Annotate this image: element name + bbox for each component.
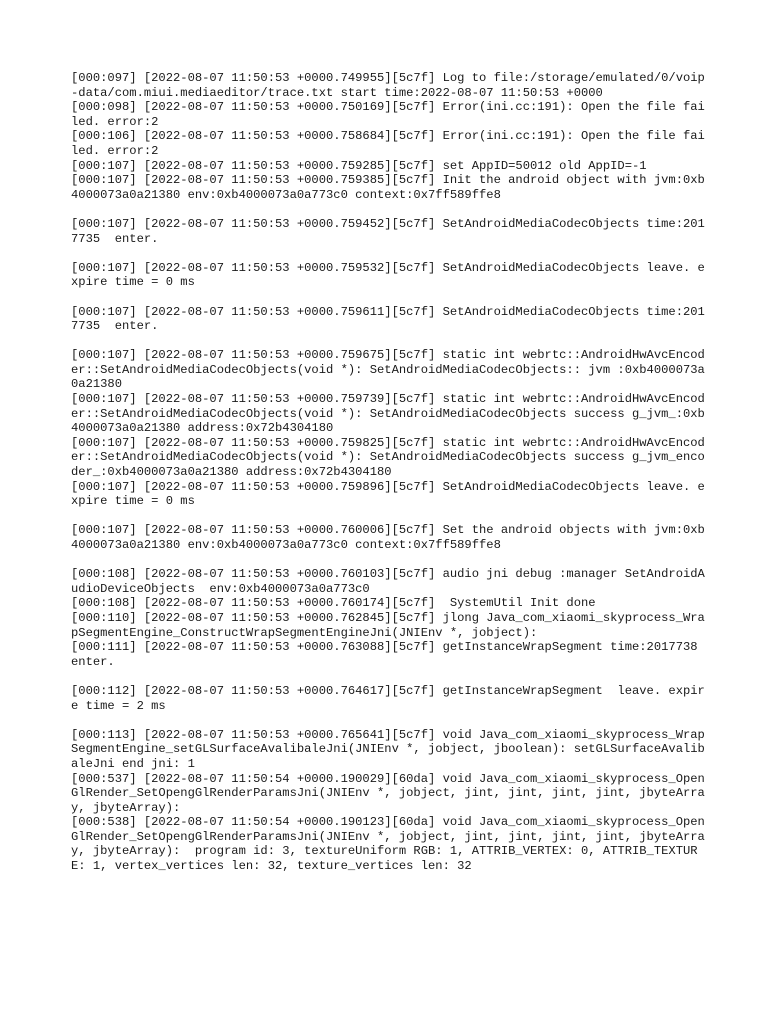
- log-entry: [000:107] [2022-08-07 11:50:53 +0000.759611][5c7f] SetAndroidMediaCodecObjects time:2017735 enter.: [71, 304, 705, 334]
- log-entry: [000:538] [2022-08-07 11:50:54 +0000.190123][60da] void Java_com_xiaomi_skyprocess_OpenGlRender_SetOpengGlRenderParamsJni(JNIEnv *, jobject, jint, jint, jint, jint, jbyteArray, jbyteArray): program id: 3, textureUniform RGB: 1, ATTRIB_VERTEX: 0, ATTRIB_TEXTURE: 1, vertex_vertices len: 32, texture_vertices len: 32: [71, 815, 705, 874]
- log-entry: [000:098] [2022-08-07 11:50:53 +0000.750169][5c7f] Error(ini.cc:191): Open the file failed. error:2: [71, 100, 705, 129]
- log-text-body: [71, 71, 711, 874]
- log-entry: [000:107] [2022-08-07 11:50:53 +0000.759896][5c7f] SetAndroidMediaCodecObjects leave. expire time = 0 ms: [71, 479, 705, 509]
- log-entry: [000:107] [2022-08-07 11:50:53 +0000.759285][5c7f] set AppID=50012 old AppID=-1: [71, 158, 647, 173]
- log-entry: [000:106] [2022-08-07 11:50:53 +0000.758684][5c7f] Error(ini.cc:191): Open the file failed. error:2: [71, 129, 705, 158]
- log-entry: [000:111] [2022-08-07 11:50:53 +0000.763088][5c7f] getInstanceWrapSegment time:2017738 enter.: [71, 640, 713, 669]
- log-entry: [000:537] [2022-08-07 11:50:54 +0000.190029][60da] void Java_com_xiaomi_skyprocess_OpenGlRender_SetOpengGlRenderParamsJni(JNIEnv *, jobject, jint, jint, jint, jint, jbyteArray, jbyteArray):: [71, 771, 705, 815]
- log-entry: [000:107] [2022-08-07 11:50:53 +0000.759452][5c7f] SetAndroidMediaCodecObjects time:2017735 enter.: [71, 216, 705, 246]
- log-entry: [000:107] [2022-08-07 11:50:53 +0000.759739][5c7f] static int webrtc::AndroidHwAvcEncoder::SetAndroidMediaCodecObjects(void *): SetAndroidMediaCodecObjects success g_jvm_:0xb4000073a0a21380 address:0x72b4304180: [71, 392, 705, 436]
- log-entry: [000:108] [2022-08-07 11:50:53 +0000.760174][5c7f] SystemUtil Init done: [71, 596, 596, 611]
- log-entry: [000:112] [2022-08-07 11:50:53 +0000.764617][5c7f] getInstanceWrapSegment leave. expire time = 2 ms: [71, 683, 705, 713]
- log-entry: [000:110] [2022-08-07 11:50:53 +0000.762845][5c7f] jlong Java_com_xiaomi_skyprocess_WrapSegmentEngine_ConstructWrapSegmentEngineJni(JNIEnv *, jobject):: [71, 610, 705, 640]
- log-entry: [000:097] [2022-08-07 11:50:53 +0000.749955][5c7f] Log to file:/storage/emulated/0/voip-data/com.miui.mediaeditor/trace.txt start time:2022-08-07 11:50:53 +0000: [71, 71, 705, 100]
- log-entry: [000:107] [2022-08-07 11:50:53 +0000.759532][5c7f] SetAndroidMediaCodecObjects leave. expire time = 0 ms: [71, 260, 705, 290]
- log-entry: [000:107] [2022-08-07 11:50:53 +0000.759385][5c7f] Init the android object with jvm:0xb4000073a0a21380 env:0xb4000073a0a773c0 context:0x7ff589ffe8: [71, 173, 705, 202]
- log-entry: [000:107] [2022-08-07 11:50:53 +0000.759825][5c7f] static int webrtc::AndroidHwAvcEncoder::SetAndroidMediaCodecObjects(void *): SetAndroidMediaCodecObjects success g_jvm_encoder_:0xb4000073a0a21380 address:0x72b4304180: [71, 435, 705, 480]
- log-entry: [000:107] [2022-08-07 11:50:53 +0000.760006][5c7f] Set the android objects with jvm:0xb4000073a0a21380 env:0xb4000073a0a773c0 context:0x7ff589ffe8: [71, 523, 705, 552]
- log-entry: [000:107] [2022-08-07 11:50:53 +0000.759675][5c7f] static int webrtc::AndroidHwAvcEncoder::SetAndroidMediaCodecObjects(void *): SetAndroidMediaCodecObjects:: jvm :0xb4000073a0a21380: [71, 348, 705, 392]
- log-entry: [000:108] [2022-08-07 11:50:53 +0000.760103][5c7f] audio jni debug :manager SetAndroidAudioDeviceObjects env:0xb4000073a0a773c0: [71, 567, 705, 596]
- log-entry: [000:113] [2022-08-07 11:50:53 +0000.765641][5c7f] void Java_com_xiaomi_skyprocess_WrapSegmentEngine_setGLSurfaceAvalibaleJni(JNIEnv *, jobject, jboolean): setGLSurfaceAvalibaleJni end jni: 1: [71, 727, 705, 771]
